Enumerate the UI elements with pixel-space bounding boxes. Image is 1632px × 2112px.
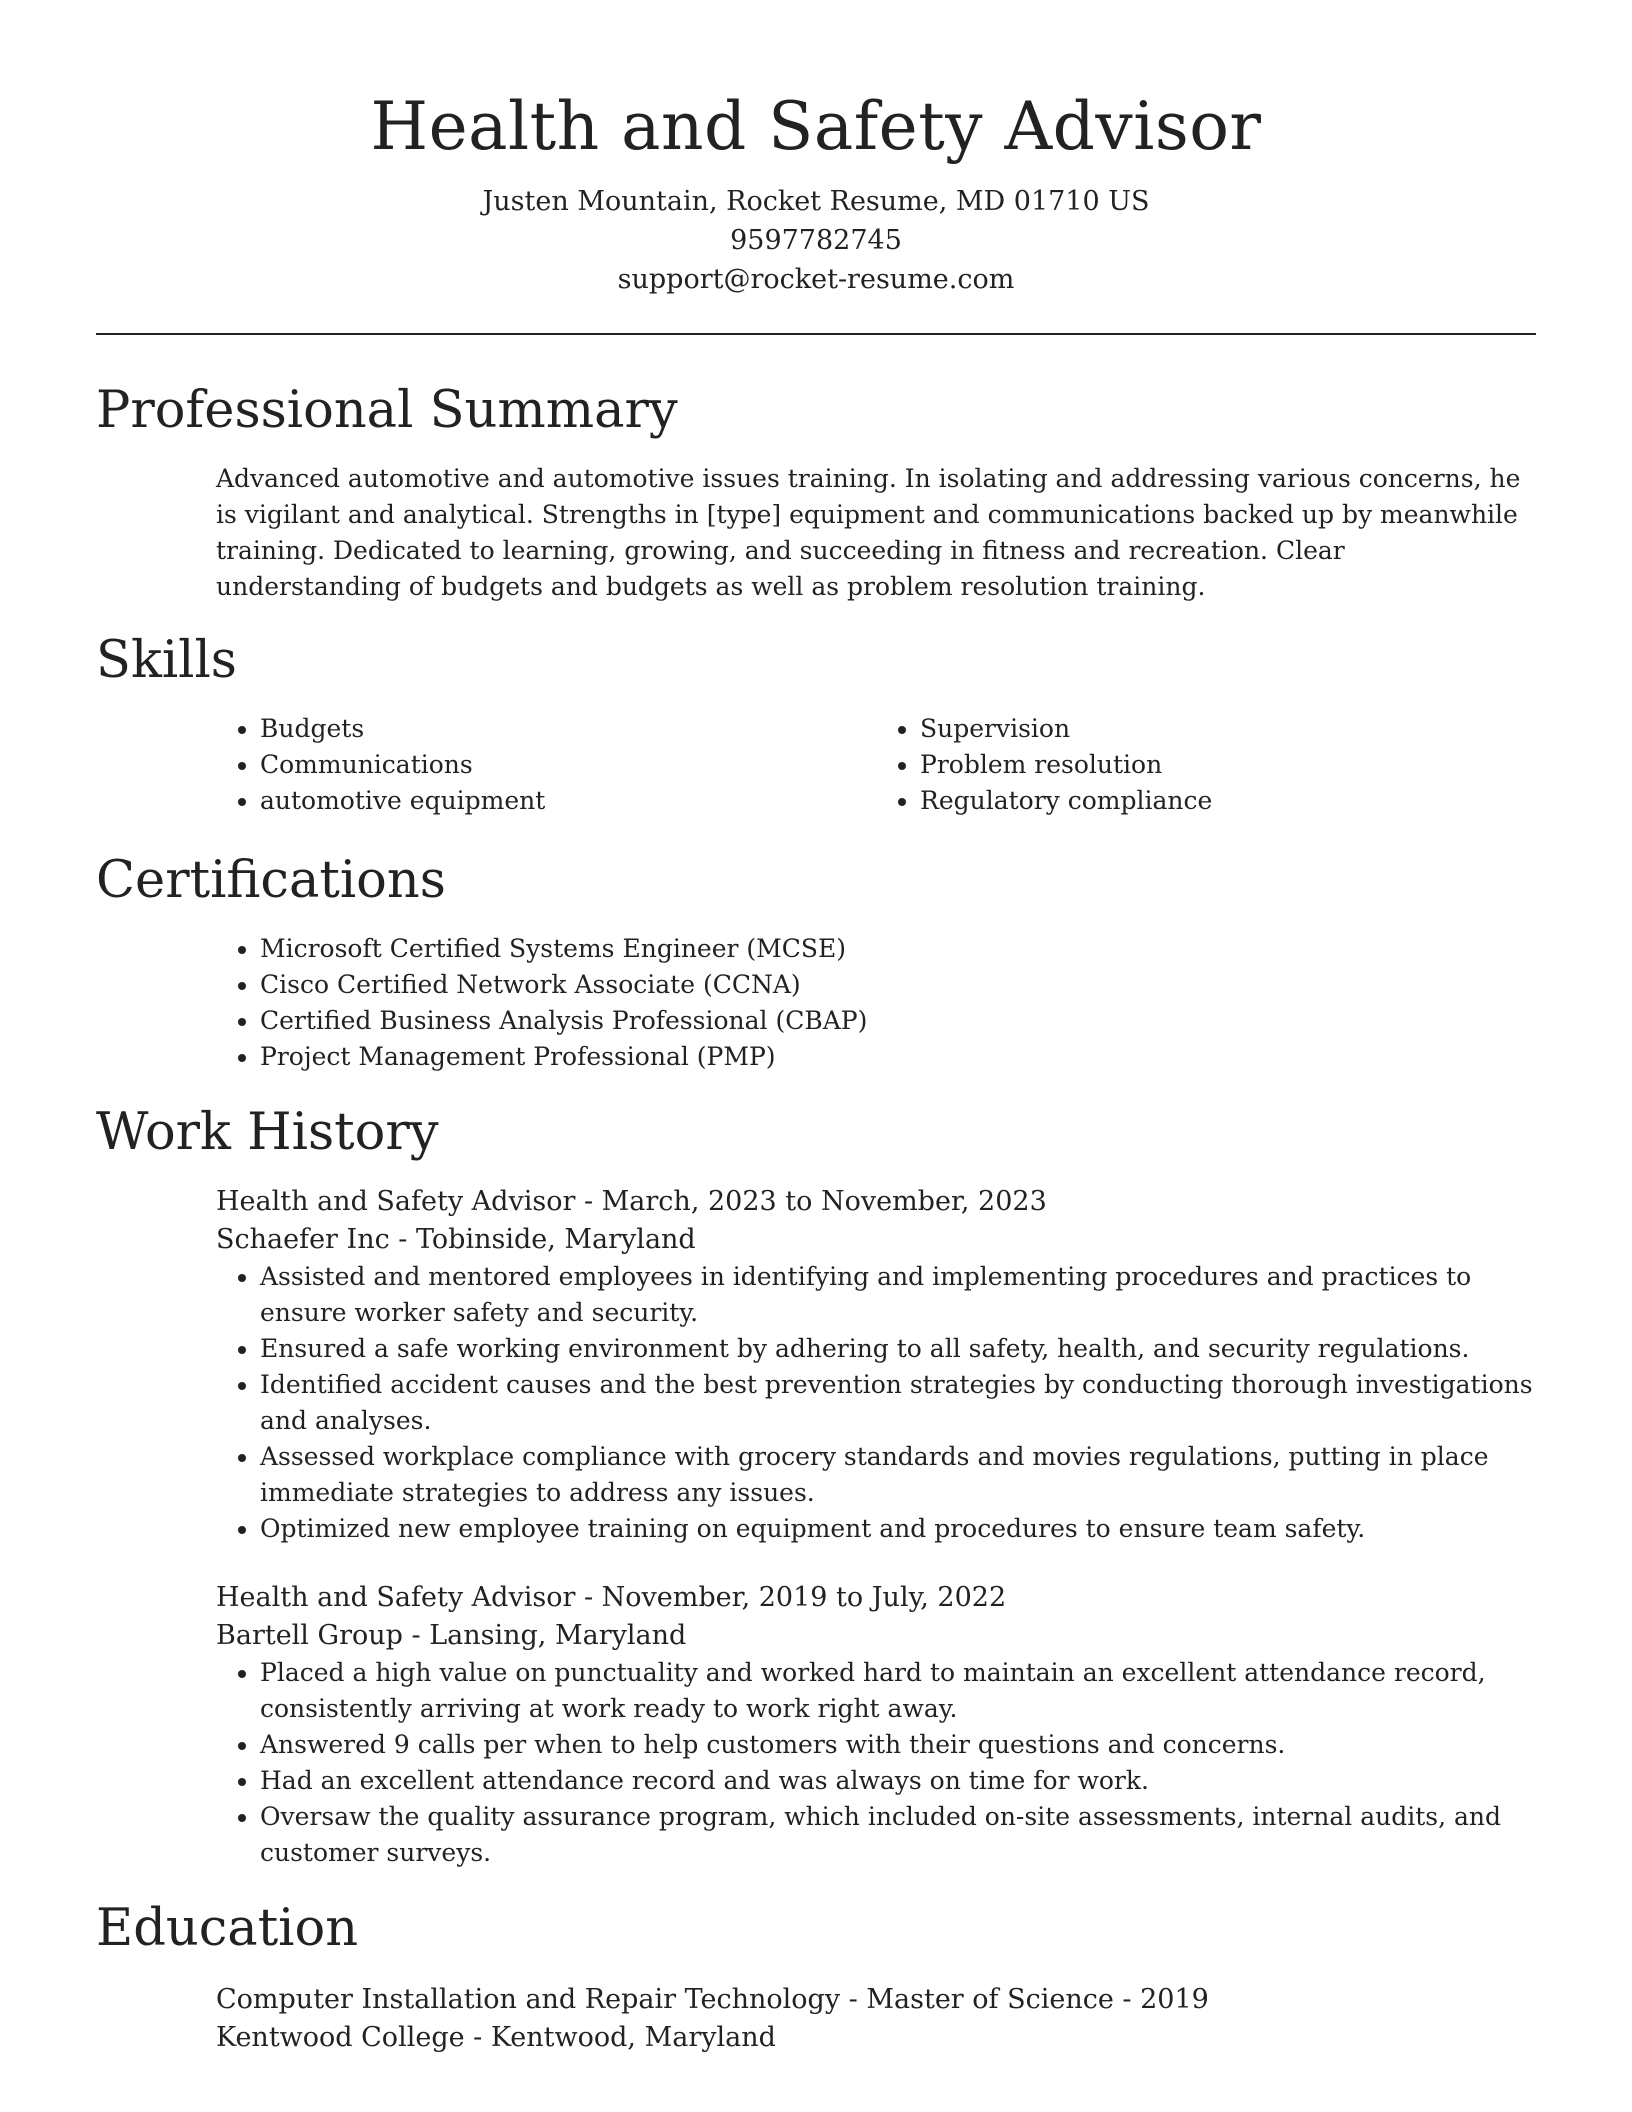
job-duties-list xyxy=(216,1655,1536,1871)
skill-item: • Budgets xyxy=(260,711,876,747)
skill-item: • Problem resolution xyxy=(920,747,1536,783)
summary-text: Advanced automotive and automotive issues training. In isolating and addressing various concerns, he is vigilant and analytical. Strengths in [type] equipment and communications backed up by meanwhile training. Dedicated to learning, growing, and succeeding in fitness and recreation. Clear understanding of budgets and budgets as well as problem resolution training. xyxy=(216,464,1521,601)
certification-item: • Project Management Professional (PMP) xyxy=(260,1039,1536,1075)
contact-info xyxy=(96,182,1536,299)
section-title-certifications: Certifications xyxy=(96,851,446,910)
job-entry xyxy=(216,1579,1536,1871)
section-title-education: Education xyxy=(96,1899,359,1958)
skill-item: • Communications xyxy=(260,747,876,783)
section-title-work-history: Work History xyxy=(96,1103,439,1162)
education-section xyxy=(96,1897,1536,2057)
skills-columns xyxy=(216,711,1536,819)
skills-list-right xyxy=(876,711,1536,819)
job-duty: • Identified accident causes and the best prevention strategies by conducting thorough investigations and analyses. xyxy=(260,1367,1536,1439)
section-title-summary: Professional Summary xyxy=(96,381,678,440)
header-divider xyxy=(96,333,1536,335)
section-title-skills: Skills xyxy=(96,631,237,690)
job-duty: • Optimized new employee training on equipment and procedures to ensure team safety. xyxy=(260,1511,1536,1547)
certifications-list-wrap xyxy=(216,931,1536,1075)
job-duty: • Oversaw the quality assurance program, which included on-site assessments, internal audits, and customer surveys. xyxy=(260,1799,1536,1871)
certifications-section xyxy=(96,849,1536,1075)
job-duty: • Assessed workplace compliance with grocery standards and movies regulations, putting in place immediate strategies to address any issues. xyxy=(260,1439,1536,1511)
job-duty: • Ensured a safe working environment by adhering to all safety, health, and security regulations. xyxy=(260,1331,1536,1367)
resume-page xyxy=(96,0,1536,2057)
job-entry xyxy=(216,1183,1536,1547)
education-entry xyxy=(216,1981,1536,2057)
job-duty: • Answered 9 calls per when to help customers with their questions and concerns. xyxy=(260,1727,1536,1763)
skill-item: • automotive equipment xyxy=(260,783,876,819)
skills-section xyxy=(96,629,1536,819)
job-duty: • Placed a high value on punctuality and worked hard to maintain an excellent attendance record, consistently arriving at work ready to work right away. xyxy=(260,1655,1536,1727)
professional-summary-section xyxy=(96,379,1536,605)
job-company: Schaefer Inc - Tobinside, Maryland xyxy=(216,1224,696,1255)
job-heading: Health and Safety Advisor - March, 2023 to November, 2023 xyxy=(216,1186,1047,1217)
job-company: Bartell Group - Lansing, Maryland xyxy=(216,1620,687,1651)
skills-list-left xyxy=(216,711,876,819)
skill-item: • Regulatory compliance xyxy=(920,783,1536,819)
resume-header xyxy=(96,0,1536,299)
work-history-section xyxy=(96,1101,1536,1871)
certification-item: • Microsoft Certified Systems Engineer (MCSE) xyxy=(260,931,1536,967)
certifications-list xyxy=(216,931,1536,1075)
education-degree: Computer Installation and Repair Technology - Master of Science - 2019 xyxy=(216,1984,1209,2015)
address: Justen Mountain, Rocket Resume, MD 01710 US xyxy=(482,186,1150,217)
resume-title: Health and Safety Advisor xyxy=(370,88,1262,165)
education-school: Kentwood College - Kentwood, Maryland xyxy=(216,2022,776,2053)
email: support@rocket-resume.com xyxy=(617,264,1015,295)
job-duty: • Had an excellent attendance record and was always on time for work. xyxy=(260,1763,1536,1799)
certification-item: • Cisco Certified Network Associate (CCNA) xyxy=(260,967,1536,1003)
skill-item: • Supervision xyxy=(920,711,1536,747)
job-heading: Health and Safety Advisor - November, 2019 to July, 2022 xyxy=(216,1582,1007,1613)
phone: 9597782745 xyxy=(730,225,902,256)
job-duty: • Assisted and mentored employees in identifying and implementing procedures and practices to ensure worker safety and security. xyxy=(260,1259,1536,1331)
job-duties-list xyxy=(216,1259,1536,1547)
certification-item: • Certified Business Analysis Professional (CBAP) xyxy=(260,1003,1536,1039)
